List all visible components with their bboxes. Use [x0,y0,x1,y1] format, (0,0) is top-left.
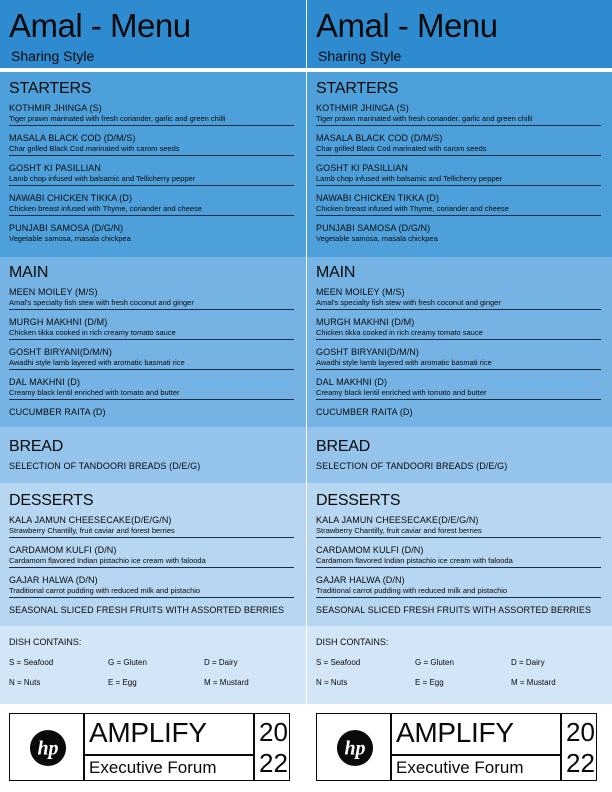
legend-entry: S = Seafood [316,658,361,667]
menu-item [316,377,601,400]
legend-entry: D = Dairy [511,658,545,667]
menu-item [9,575,294,598]
header-band [0,0,306,70]
item-description: Tiger prawn marinated with fresh coriander, garlic and green chilli [316,114,533,123]
menu-item [9,605,294,618]
menu-item [9,103,294,126]
item-description: Cardamom flavored Indian pistachio ice cream with falooda [316,556,513,565]
event-name: AMPLIFY [89,717,207,748]
menu-copy-right [306,0,612,792]
menu-item [316,347,601,370]
item-name: GOSHT KI PASILLIAN [316,163,408,173]
event-logo [9,713,290,781]
hp-logo-icon [29,729,67,767]
menu-item [316,407,601,420]
event-subtitle: Executive Forum [89,758,217,777]
item-name: PUNJABI SAMOSA (D/G/N) [316,223,431,233]
legend-entry: M = Mustard [511,678,556,687]
item-description: Vegetable samosa, masala chickpea [316,234,438,243]
menu-item [316,193,601,216]
menu-item [316,515,601,538]
item-name: MASALA BLACK COD (D/M/S) [316,133,443,143]
item-name: CUCUMBER RAITA (D) [316,407,413,417]
starters-heading: STARTERS [9,80,92,97]
item-description: Lamb chop infused with balsamic and Tellicherry pepper [316,174,503,183]
event-name: AMPLIFY [396,717,514,748]
item-name: MURGH MAKHNI (D/M) [9,317,108,327]
item-name: KOTHMIR JHINGA (S) [9,103,102,113]
item-name: SELECTION OF TANDOORI BREADS (D/E/G) [9,461,201,471]
menu-item [9,515,294,538]
item-name: NAWABI CHICKEN TIKKA (D) [316,193,440,203]
item-name: NAWABI CHICKEN TIKKA (D) [9,193,133,203]
legend-title: DISH CONTAINS: [316,637,389,647]
main-heading: MAIN [9,264,49,281]
bread-heading: BREAD [316,438,371,455]
bread-heading: BREAD [9,438,64,455]
main-heading: MAIN [316,264,356,281]
item-description: Traditional carrot pudding with reduced milk and pistachio [9,586,201,595]
item-name: KALA JAMUN CHEESECAKE(D/E/G/N) [9,515,172,525]
menu-item [316,223,601,245]
legend-entry: E = Egg [108,678,137,687]
svg-text:hp: hp [344,737,366,760]
menu-item [9,287,294,310]
menu-item [316,545,601,568]
event-year-bottom: 22 [259,748,288,778]
item-name: MEEN MOILEY (M/S) [9,287,98,297]
item-name: MEEN MOILEY (M/S) [316,287,405,297]
item-description: Amal's specialty fish stew with fresh coconut and ginger [316,298,501,307]
logo-divider [560,714,562,780]
item-name: CARDAMOM KULFI (D/N) [316,545,424,555]
legend-title: DISH CONTAINS: [9,637,82,647]
item-name: GOSHT BIRYANI(D/M/N) [316,347,420,357]
item-name: DAL MAKHNI (D) [9,377,81,387]
item-name: KOTHMIR JHINGA (S) [316,103,409,113]
item-name: SEASONAL SLICED FRESH FRUITS WITH ASSORTED BERRIES [316,605,592,615]
item-description: Amal's specialty fish stew with fresh coconut and ginger [9,298,194,307]
item-description: Chicken tikka cooked in rich creamy tomato sauce [316,328,483,337]
menu-item [316,317,601,340]
item-description: Chicken breast infused with Thyme, coriander and cheese [316,204,509,213]
main-section [0,257,306,427]
item-name: GAJAR HALWA (D/N) [316,575,405,585]
event-logo [316,713,597,781]
legend-entry: G = Gluten [108,658,147,667]
menu-item [316,605,601,618]
item-description: Awadhi style lamb layered with aromatic basmati rice [9,358,185,367]
item-name: CARDAMOM KULFI (D/N) [9,545,117,555]
item-description: Lamb chop infused with balsamic and Tellicherry pepper [9,174,196,183]
menu-subtitle: Sharing Style [11,48,95,64]
item-name: SEASONAL SLICED FRESH FRUITS WITH ASSORTED BERRIES [9,605,285,615]
menu-item [9,163,294,186]
item-name: CUCUMBER RAITA (D) [9,407,106,417]
item-description: Strawberry Chantilly, fruit caviar and forest berries [316,526,482,535]
menu-item [316,461,601,474]
menu-item [9,545,294,568]
menu-item [9,347,294,370]
item-description: Traditional carrot pudding with reduced milk and pistachio [316,586,508,595]
legend-entry: G = Gluten [415,658,454,667]
desserts-heading: DESSERTS [9,492,94,509]
event-year-top: 20 [566,717,595,747]
menu-item [316,103,601,126]
logo-divider [83,714,85,780]
item-description: Cardamom flavored Indian pistachio ice cream with falooda [9,556,206,565]
menu-subtitle: Sharing Style [318,48,402,64]
menu-item [9,407,294,420]
menu-title: Amal - Menu [316,7,498,44]
menu-item [316,133,601,156]
item-name: MASALA BLACK COD (D/M/S) [9,133,136,143]
header-band [307,0,612,70]
menu-item [316,163,601,186]
legend-entry: N = Nuts [9,678,41,687]
menu-item [9,461,294,474]
item-name: PUNJABI SAMOSA (D/G/N) [9,223,124,233]
legend-entry: S = Seafood [9,658,54,667]
logo-divider [253,714,255,780]
menu-item [9,317,294,340]
logo-divider [83,754,253,756]
item-name: GOSHT BIRYANI(D/M/N) [9,347,113,357]
item-name: GAJAR HALWA (D/N) [9,575,98,585]
item-description: Chicken breast infused with Thyme, coriander and cheese [9,204,202,213]
item-name: GOSHT KI PASILLIAN [9,163,101,173]
item-description: Vegetable samosa, masala chickpea [9,234,131,243]
legend-entry: D = Dairy [204,658,238,667]
item-name: SELECTION OF TANDOORI BREADS (D/E/G) [316,461,508,471]
logo-divider [390,714,392,780]
item-name: MURGH MAKHNI (D/M) [316,317,415,327]
event-year-top: 20 [259,717,288,747]
svg-text:hp: hp [37,737,59,760]
desserts-heading: DESSERTS [316,492,401,509]
menu-item [9,133,294,156]
item-name: KALA JAMUN CHEESECAKE(D/E/G/N) [316,515,479,525]
item-description: Awadhi style lamb layered with aromatic basmati rice [316,358,492,367]
item-description: Creamy black lentil enriched with tomato and butter [316,388,487,397]
starters-heading: STARTERS [316,80,399,97]
menu-item [9,223,294,245]
item-description: Tiger prawn marinated with fresh coriander, garlic and green chilli [9,114,226,123]
logo-divider [390,754,560,756]
event-year-bottom: 22 [566,748,595,778]
menu-item [316,287,601,310]
item-description: Chicken tikka cooked in rich creamy tomato sauce [9,328,176,337]
menu-title: Amal - Menu [9,7,191,44]
item-description: Char grilled Black Cod marinated with carom seeds [316,144,487,153]
item-description: Strawberry Chantilly, fruit caviar and forest berries [9,526,175,535]
main-section [307,257,612,427]
event-subtitle: Executive Forum [396,758,524,777]
item-description: Char grilled Black Cod marinated with carom seeds [9,144,180,153]
item-description: Creamy black lentil enriched with tomato and butter [9,388,180,397]
menu-item [9,193,294,216]
item-name: DAL MAKHNI (D) [316,377,388,387]
legend-entry: N = Nuts [316,678,348,687]
legend-entry: M = Mustard [204,678,249,687]
menu-item [316,575,601,598]
legend-entry: E = Egg [415,678,444,687]
hp-logo-icon [336,729,374,767]
menu-item [9,377,294,400]
